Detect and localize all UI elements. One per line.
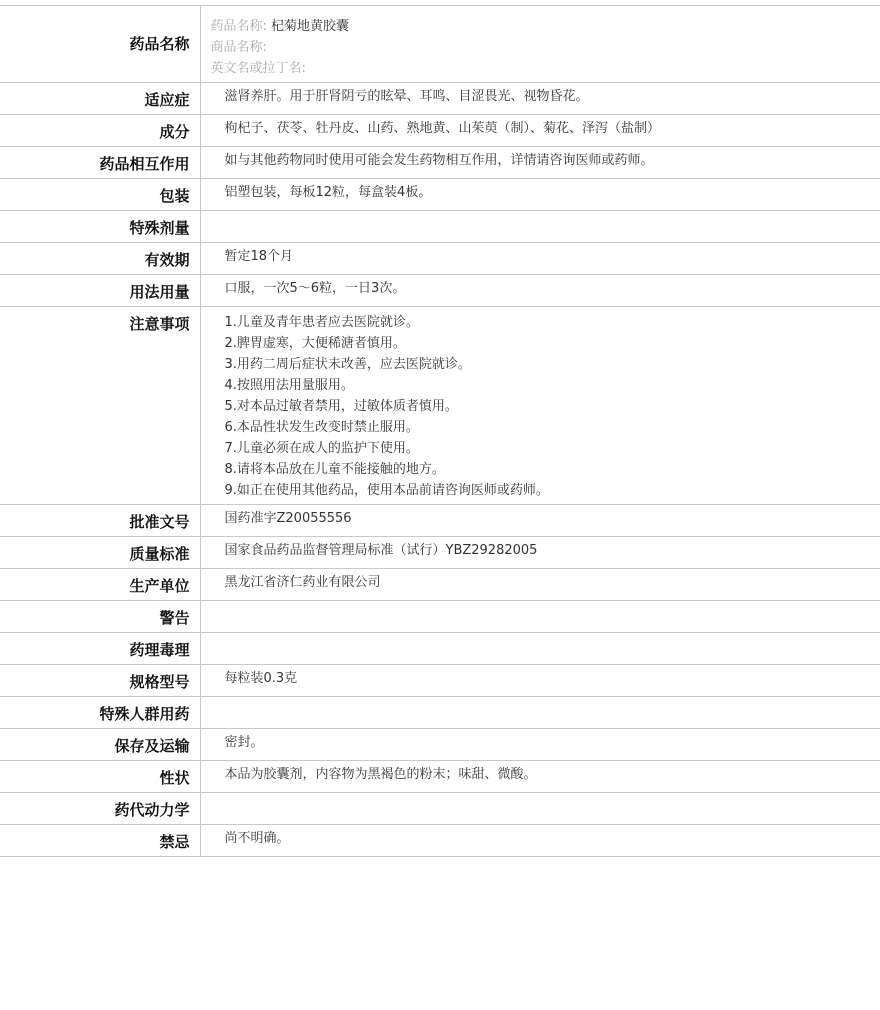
row-precautions <box>0 307 880 505</box>
row-label: 特殊剂量 <box>129 219 190 237</box>
row-value-cell <box>200 665 880 697</box>
row-warning <box>0 601 880 633</box>
row-contraindications <box>0 825 880 857</box>
row-drug-name <box>0 6 880 83</box>
english-name-line <box>211 58 880 79</box>
list-item: 9.如正在使用其他药品，使用本品前请咨询医师或药师。 <box>224 483 549 498</box>
row-label-cell <box>0 633 200 665</box>
row-value-cell <box>200 179 880 211</box>
row-label: 药代动力学 <box>114 801 190 819</box>
row-label-cell <box>0 147 200 179</box>
row-label-cell <box>0 6 200 83</box>
row-value <box>225 793 880 798</box>
row-value <box>225 601 880 606</box>
row-pharmacokinetics <box>0 793 880 825</box>
row-label: 有效期 <box>144 251 190 269</box>
row-shelf-life <box>0 243 880 275</box>
row-label: 性状 <box>159 769 190 787</box>
row-value-cell <box>200 793 880 825</box>
row-label: 适应症 <box>144 91 190 109</box>
trade-name-line <box>211 37 880 58</box>
row-value: 尚不明确。 <box>224 831 290 846</box>
row-value <box>225 211 880 216</box>
row-value-cell <box>200 115 880 147</box>
row-value: 黑龙江省济仁药业有限公司 <box>224 575 381 590</box>
row-label: 禁忌 <box>159 833 190 851</box>
row-label-cell <box>0 569 200 601</box>
row-label-cell <box>0 243 200 275</box>
row-value-cell <box>200 537 880 569</box>
row-label-cell <box>0 729 200 761</box>
row-value: 暂定18个月 <box>224 249 294 264</box>
english-name-key: 英文名或拉丁名: <box>210 61 306 76</box>
row-special-populations <box>0 697 880 729</box>
row-description <box>0 761 880 793</box>
row-value-cell <box>200 147 880 179</box>
row-storage-transport <box>0 729 880 761</box>
row-usage-dosage <box>0 275 880 307</box>
row-label-cell <box>0 665 200 697</box>
row-value <box>225 633 880 638</box>
list-item: 8.请将本品放在儿童不能接触的地方。 <box>224 462 445 477</box>
list-item: 2.脾胃虚寒，大便稀溏者慎用。 <box>224 336 406 351</box>
row-label-cell <box>0 211 200 243</box>
list-item: 3.用药二周后症状未改善，应去医院就诊。 <box>224 357 471 372</box>
row-value-cell <box>200 729 880 761</box>
row-value-cell <box>200 761 880 793</box>
row-value-cell <box>200 307 880 505</box>
list-item: 5.对本品过敏者禁用，过敏体质者慎用。 <box>224 399 458 414</box>
row-label: 规格型号 <box>129 673 190 691</box>
row-value-cell <box>200 505 880 537</box>
row-value: 本品为胶囊剂，内容物为黑褐色的粉末；味甜、微酸。 <box>224 767 537 782</box>
row-label: 生产单位 <box>129 577 190 595</box>
row-label-cell <box>0 697 200 729</box>
row-label-cell <box>0 761 200 793</box>
drug-info-table <box>0 5 880 857</box>
row-indications <box>0 83 880 115</box>
row-label-cell <box>0 537 200 569</box>
list-item: 6.本品性状发生改变时禁止服用。 <box>224 420 419 435</box>
trade-name-key: 商品名称: <box>210 40 267 55</box>
row-label: 包装 <box>159 187 190 205</box>
row-value-cell <box>200 243 880 275</box>
row-value-cell <box>200 697 880 729</box>
list-item: 7.儿童必须在成人的监护下使用。 <box>224 441 419 456</box>
row-ingredients <box>0 115 880 147</box>
generic-name-value: 杞菊地黄胶囊 <box>271 19 350 34</box>
row-label: 用法用量 <box>129 283 190 301</box>
row-label-cell <box>0 825 200 857</box>
row-label: 特殊人群用药 <box>99 705 190 723</box>
row-label: 成分 <box>159 123 190 141</box>
row-pharmacology-toxicology <box>0 633 880 665</box>
row-value: 国家食品药品监督管理局标准（试行）YBZ29282005 <box>224 543 538 558</box>
row-label: 警告 <box>159 609 190 627</box>
precautions-list <box>225 312 880 501</box>
row-approval-number <box>0 505 880 537</box>
row-value: 口服，一次5～6粒，一日3次。 <box>224 281 406 296</box>
row-label: 保存及运输 <box>114 737 190 755</box>
row-drug-interactions <box>0 147 880 179</box>
row-label: 注意事项 <box>129 315 190 333</box>
row-quality-standard <box>0 537 880 569</box>
row-value-cell <box>200 569 880 601</box>
row-specification <box>0 665 880 697</box>
row-label-cell <box>0 83 200 115</box>
row-label: 质量标准 <box>129 545 190 563</box>
row-label: 药品名称 <box>129 35 190 53</box>
generic-name-line <box>211 16 880 37</box>
row-value: 密封。 <box>224 735 264 750</box>
list-item: 1.儿童及青年患者应去医院就诊。 <box>224 315 419 330</box>
row-value <box>225 697 880 702</box>
list-item: 4.按照用法用量服用。 <box>224 378 354 393</box>
row-label-cell <box>0 275 200 307</box>
row-value-cell <box>200 6 880 83</box>
row-label-cell <box>0 115 200 147</box>
row-label-cell <box>0 793 200 825</box>
row-value: 如与其他药物同时使用可能会发生药物相互作用，详情请咨询医师或药师。 <box>224 153 654 168</box>
row-label-cell <box>0 179 200 211</box>
row-value: 枸杞子、茯苓、牡丹皮、山药、熟地黄、山茱萸（制）、菊花、泽泻（盐制） <box>224 121 661 136</box>
row-special-dosage <box>0 211 880 243</box>
row-value: 滋肾养肝。用于肝肾阴亏的眩晕、耳鸣、目涩畏光、视物昏花。 <box>224 89 589 104</box>
generic-name-key: 药品名称: <box>210 19 267 34</box>
row-value-cell <box>200 83 880 115</box>
row-value-cell <box>200 275 880 307</box>
row-label: 批准文号 <box>129 513 190 531</box>
row-label-cell <box>0 601 200 633</box>
row-label-cell <box>0 505 200 537</box>
row-value: 铝塑包装，每板12粒，每盒装4板。 <box>224 185 432 200</box>
row-label-cell <box>0 307 200 505</box>
row-value-cell <box>200 211 880 243</box>
row-value-cell <box>200 825 880 857</box>
row-value-cell <box>200 601 880 633</box>
row-packaging <box>0 179 880 211</box>
row-value: 每粒装0.3克 <box>224 671 298 686</box>
row-value-cell <box>200 633 880 665</box>
row-label: 药品相互作用 <box>99 155 190 173</box>
row-value: 国药准字Z20055556 <box>224 511 352 526</box>
row-manufacturer <box>0 569 880 601</box>
row-label: 药理毒理 <box>129 641 190 659</box>
